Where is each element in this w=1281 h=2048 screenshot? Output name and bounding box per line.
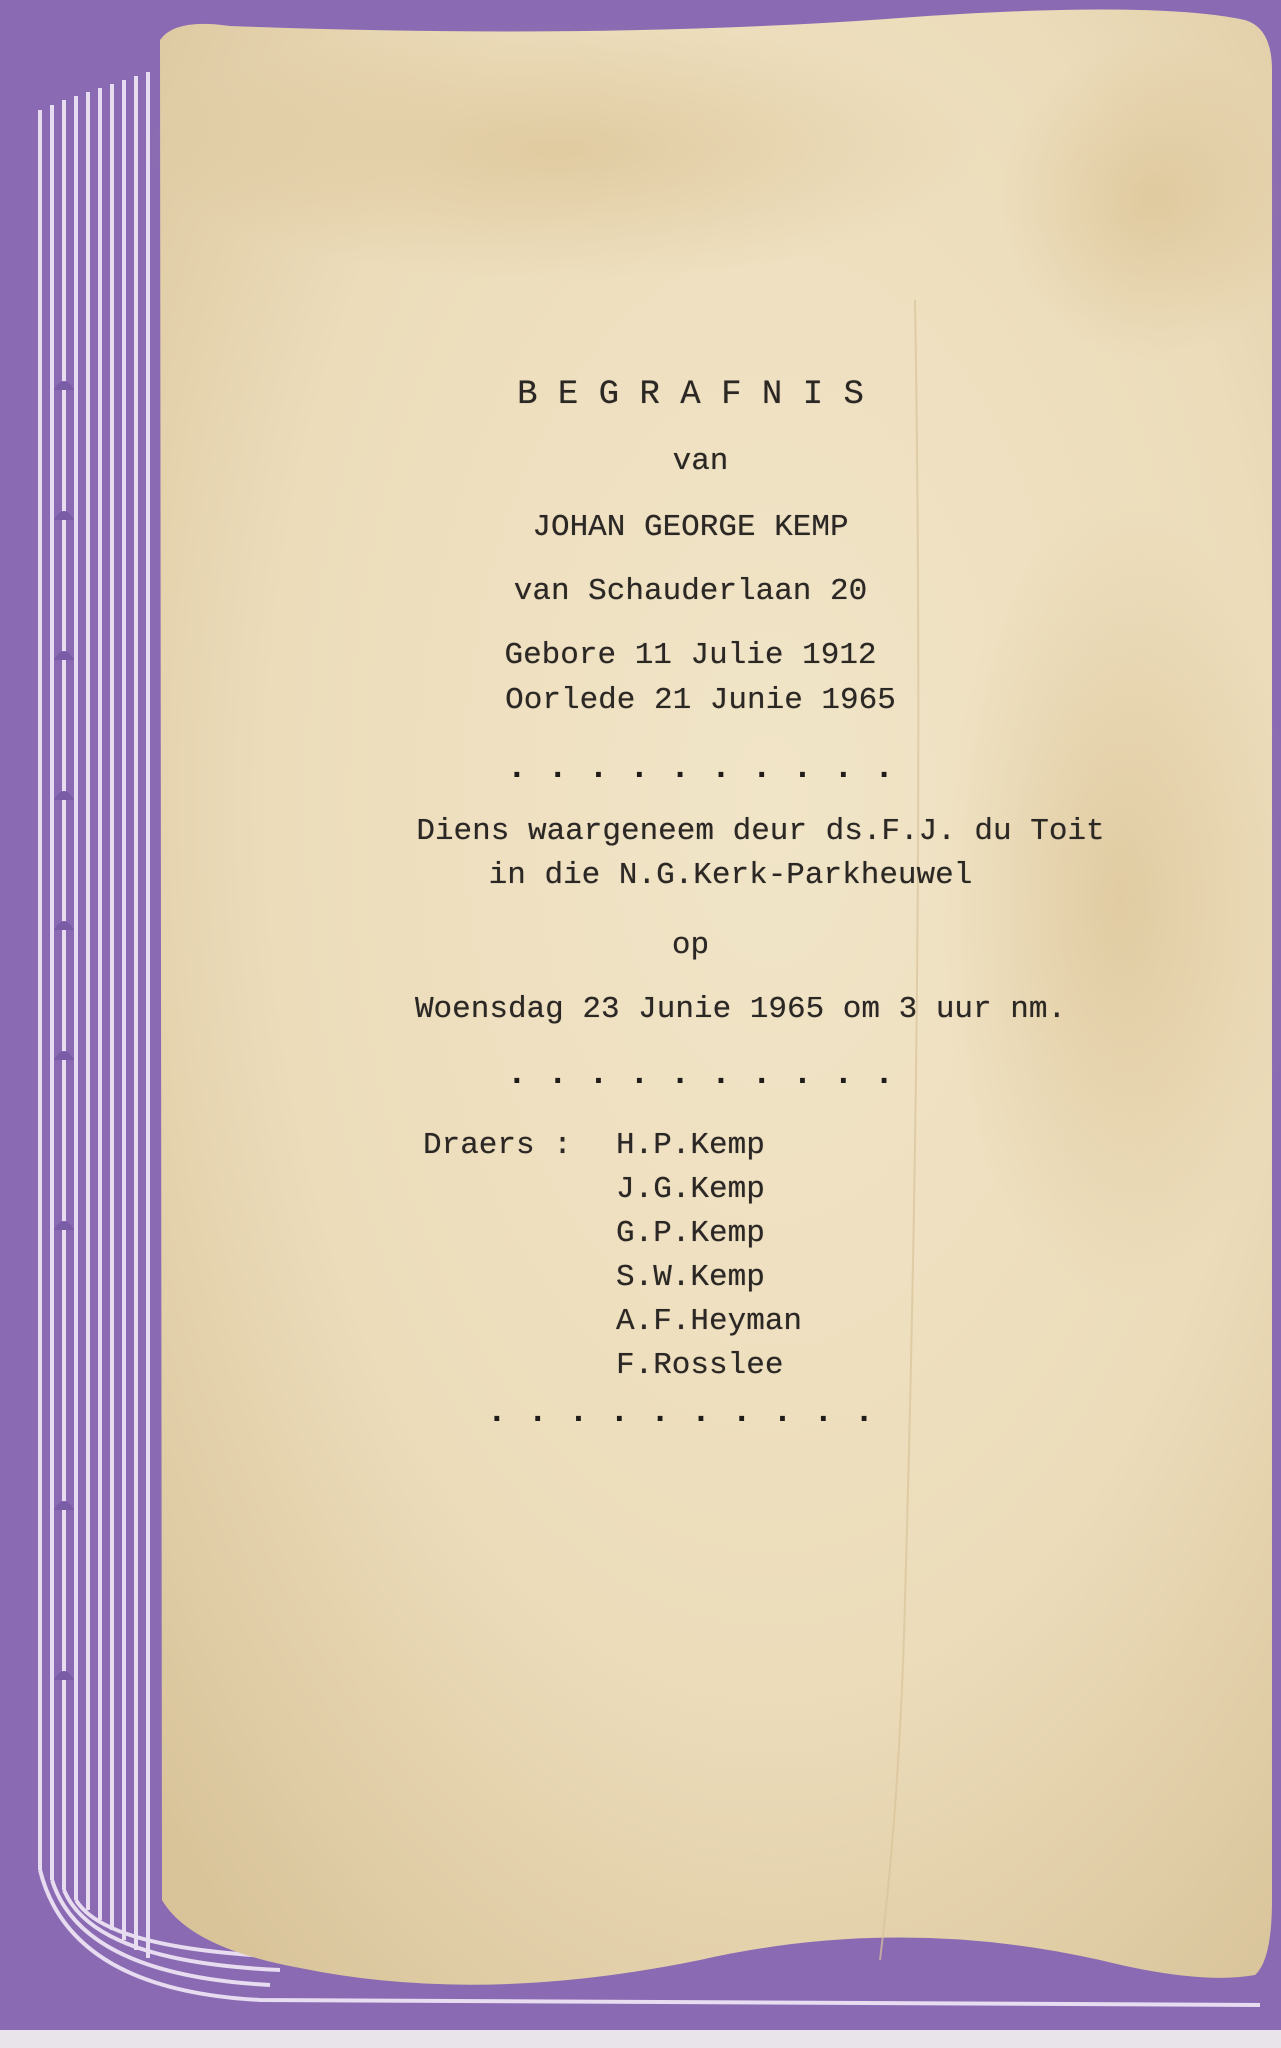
service-location: in die N.G.Kerk-Parkheuwel <box>488 858 973 893</box>
service-officiant: Diens waargeneem deur ds.F.J. du Toit <box>416 814 1105 849</box>
separator-3: . . . . . . . . . . <box>486 1394 875 1432</box>
bearers-label: Draers : <box>423 1128 572 1163</box>
birth-date: Gebore 11 Julie 1912 <box>504 638 877 673</box>
van-text: van <box>672 444 729 479</box>
bearers-list <box>616 1124 976 1388</box>
separator-1: . . . . . . . . . . <box>506 750 895 788</box>
service-date: Woensdag 23 Junie 1965 om 3 uur nm. <box>414 992 1067 1027</box>
bearer-5: A.F.Heyman <box>616 1304 803 1339</box>
separator-2: . . . . . . . . . . <box>506 1056 895 1094</box>
bearer-2: J.G.Kemp <box>616 1172 765 1207</box>
bearer-3: G.P.Kemp <box>616 1216 765 1251</box>
heading: B E G R A F N I S <box>517 376 864 414</box>
bearer-4: S.W.Kemp <box>616 1260 765 1295</box>
deceased-name: JOHAN GEORGE KEMP <box>532 510 849 545</box>
bearer-1: H.P.Kemp <box>616 1128 765 1163</box>
address: van Schauderlaan 20 <box>513 574 868 609</box>
op-text: op <box>671 928 710 963</box>
bearer-6: F.Rosslee <box>616 1348 784 1383</box>
death-date: Oorlede 21 Junie 1965 <box>505 683 896 718</box>
